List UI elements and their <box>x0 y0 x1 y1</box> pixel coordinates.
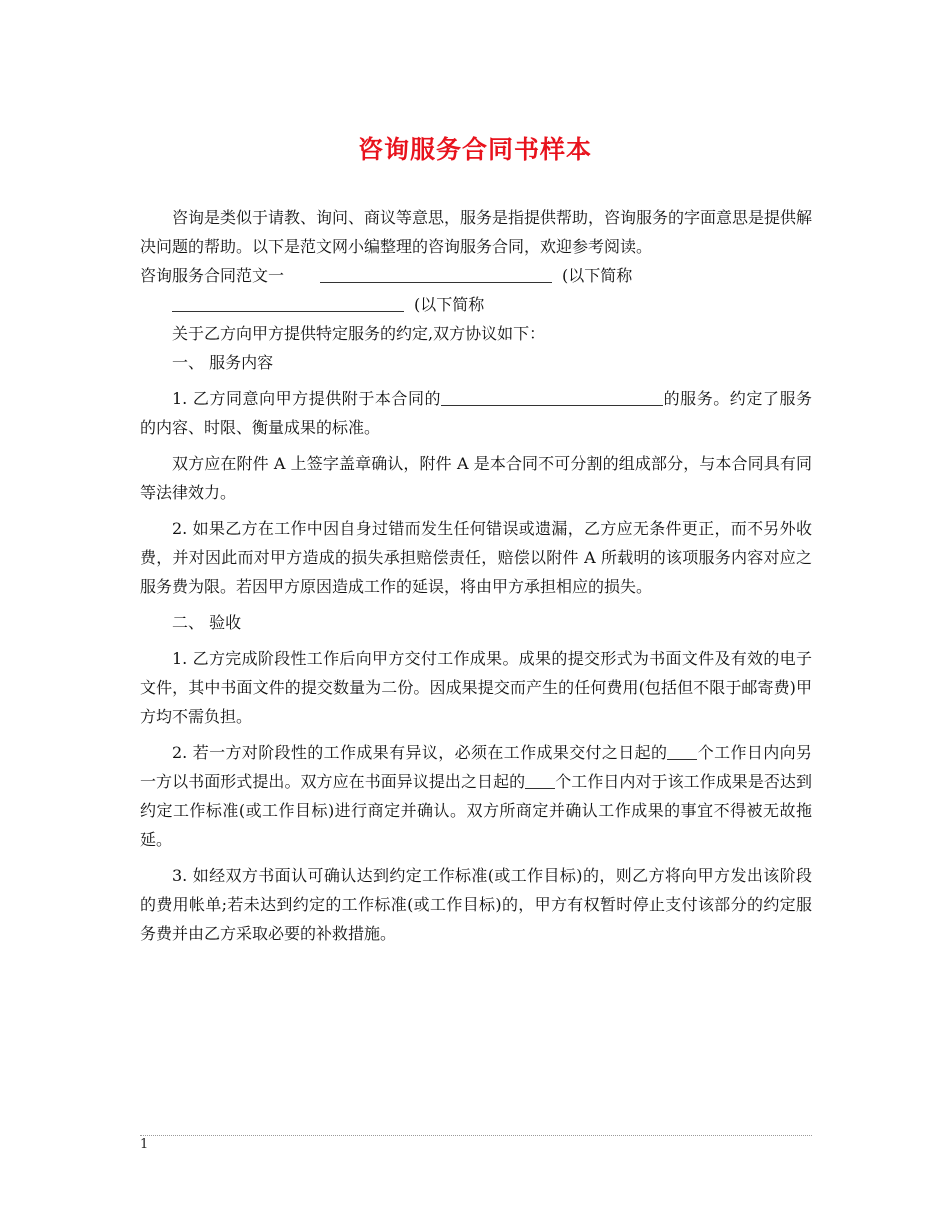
document-body <box>140 203 812 948</box>
party-b-blank <box>172 294 404 312</box>
section1-item1 <box>140 384 812 442</box>
section2-item3: 3. 如经双方书面认可确认达到约定工作标准(或工作目标)的，则乙方将向甲方发出该阶段的费用帐单;若未达到约定的工作标准(或工作目标)的，甲方有权暂时停止支付该部分的约定服务费并由乙方采取必要的补救措施。 <box>140 866 812 943</box>
service-blank <box>441 388 663 406</box>
section1-item1-after: 的服务。约定了服务的内容、时限、衡量成果的标准。 <box>140 389 812 437</box>
section1-heading: 一、 服务内容 <box>172 353 274 372</box>
intro-paragraph: 咨询是类似于请教、询问、商议等意思，服务是指提供帮助，咨询服务的字面意思是提供解决问题的帮助。以下是范文网小编整理的咨询服务合同，欢迎参考阅读。 <box>140 208 813 256</box>
section2-item1: 1. 乙方完成阶段性工作后向甲方交付工作成果。成果的提交形式为书面文件及有效的电子文件，其中书面文件的提交数量为二份。因成果提交而产生的任何费用(包括但不限于邮寄费)甲方均不需负担。 <box>140 649 812 726</box>
page-number: 1 <box>140 1137 149 1152</box>
section2-item2-part1: 2. 若一方对阶段性的工作成果有异议，必须在工作成果交付之日起的 <box>172 743 668 762</box>
days-blank-1 <box>667 742 697 760</box>
party-a-blank <box>320 265 552 283</box>
footer-divider <box>140 1135 812 1136</box>
sample-heading-line <box>140 261 812 290</box>
section1-item2: 2. 如果乙方在工作中因自身过错而发生任何错误或遗漏，乙方应无条件更正，而不另外收费，并对因此而对甲方造成的损失承担赔偿责任，赔偿以附件 A 所载明的该项服务内容对应之服务费为限。若因甲方原因造成工作的延误，将由甲方承担相应的损失。 <box>140 519 812 596</box>
days-blank-2 <box>525 771 555 789</box>
section2-item2 <box>140 738 812 854</box>
section2-heading: 二、 验收 <box>172 613 242 632</box>
party-b-suffix: (以下简称 <box>414 295 485 314</box>
party-a-suffix: (以下简称 <box>562 266 633 285</box>
section2-item2-part3: 个工作日内对于该工作成果是否达到约定工作标准(或工作目标)进行商定并确认。双方所商定并确认工作成果的事宜不得被无故拖延。 <box>140 772 812 849</box>
document-title: 咨询服务合同书样本 <box>357 135 592 164</box>
section2-item2-part2: 个工作日内向另一方以书面形式提出。双方应在书面异议提出之日起的 <box>140 743 812 791</box>
sample-heading: 咨询服务合同范文一 <box>140 266 285 285</box>
agreement-intro: 关于乙方向甲方提供特定服务的约定,双方协议如下： <box>172 324 546 343</box>
party-b-line <box>140 290 812 319</box>
section1-item1-before: 1. 乙方同意向甲方提供附于本合同的 <box>172 389 442 408</box>
section1-item1-para2: 双方应在附件 A 上签字盖章确认，附件 A 是本合同不可分割的组成部分，与本合同具有同等法律效力。 <box>140 454 812 502</box>
